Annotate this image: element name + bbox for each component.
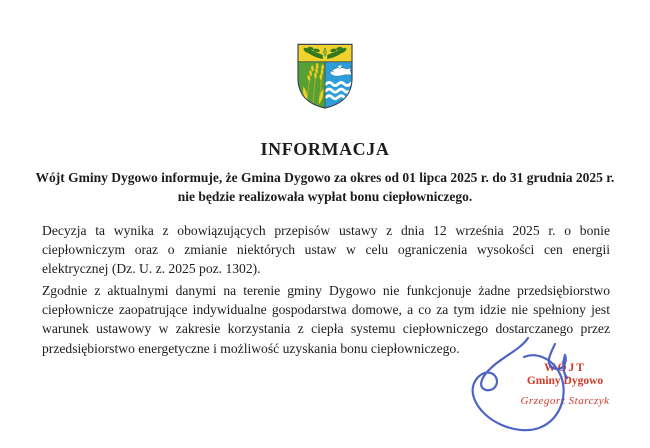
stamp-role-line-2: Gminy Dygowo (526, 374, 604, 387)
acorn (324, 47, 327, 56)
document-subtitle (25, 169, 625, 206)
stamp-signer-name: Grzegorz Starczyk (520, 395, 610, 407)
paragraph-explanation: Zgodnie z aktualnymi danymi na terenie gminy Dygowo nie funkcjonuje żadne przedsiębiorstwo ciepłownicze zaopatrujące indywidualne gospodarstwa domowe, a co za tym idzie nie spełniony jest warunek ustawowy w zakresie korzystania z ciepła systemu ciepłowniczego dostarczanego przez przedsiębiorstwo energetyczne i możliwość uzyskania bonu ciepłowniczego. (42, 283, 610, 356)
document-title: INFORMACJA (260, 139, 390, 159)
stamp-role-line-1: WÓJT (544, 362, 586, 374)
subtitle-line-1: Wójt Gminy Dygowo informuje, że Gmina Dygowo za okres od 01 lipca 2025 r. do 31 grudnia 2025 r. (35, 170, 615, 185)
subtitle-line-2: nie będzie realizowała wypłat bonu ciepłowniczego. (177, 188, 473, 204)
signature-block (440, 330, 640, 445)
paragraph-legal-basis: Decyzja ta wynika z obowiązujących przepisów ustawy z dnia 12 września 2025 r. o bonie ciepłowniczym oraz o zmianie niektórych ustaw w celu ograniczenia wysokości cen energii elektrycznej (Dz. U. z. 2025 poz. 1302). (42, 223, 610, 277)
coat-of-arms-container (0, 42, 650, 111)
handwritten-signature-icon (440, 330, 640, 445)
coat-of-arms-icon (295, 42, 355, 111)
